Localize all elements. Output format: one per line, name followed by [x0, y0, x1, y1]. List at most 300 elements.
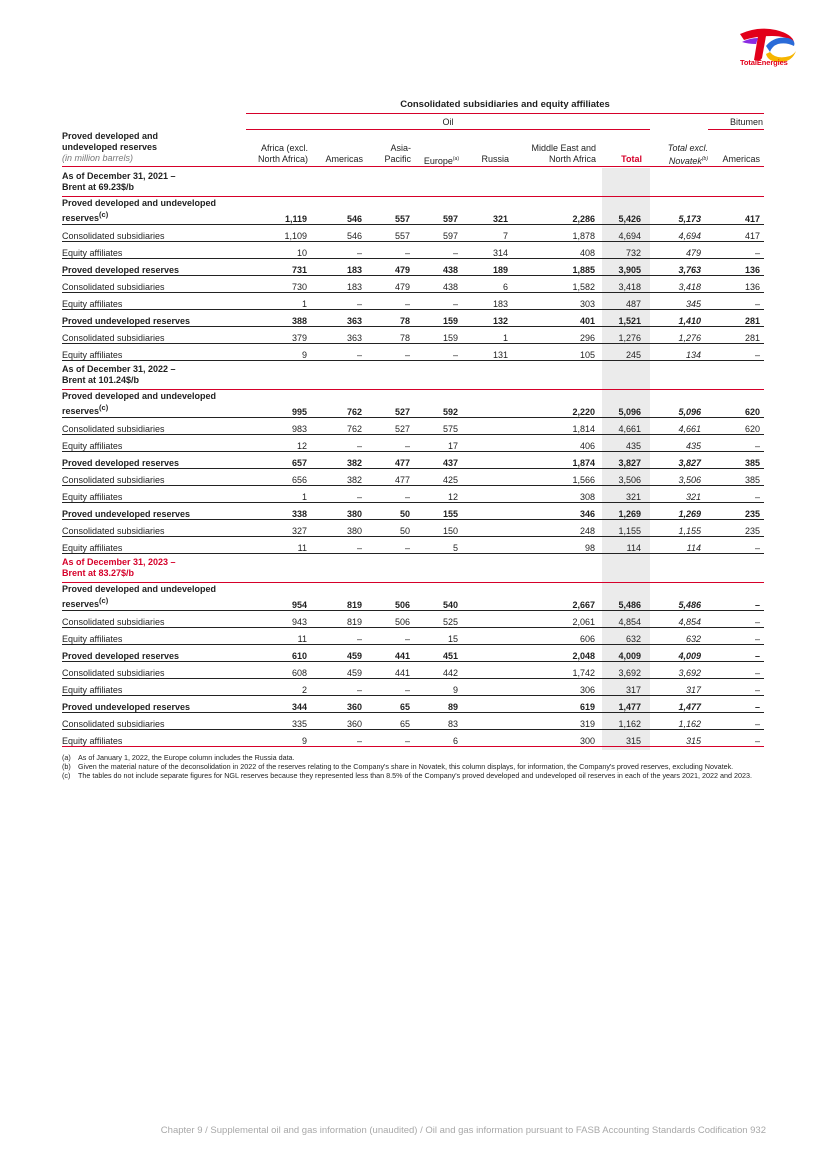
row-header: Proved developed and undeveloped reserves (in million barrels)	[62, 131, 159, 163]
table-cell	[459, 730, 509, 747]
table-cell: 303	[509, 293, 596, 310]
row-label: Consolidated subsidiaries	[62, 611, 248, 628]
row-label: Proved developed reserves	[62, 645, 248, 662]
table-cell: 656	[248, 469, 308, 486]
table-cell: 132	[459, 310, 509, 327]
table-cell: 477	[363, 469, 411, 486]
table-cell: 592	[411, 390, 459, 418]
table-cell: 546	[308, 197, 363, 225]
table-cell: 183	[308, 276, 363, 293]
table-cell: 114	[596, 537, 642, 554]
table-cell: 408	[509, 242, 596, 259]
table-cell: 2,667	[509, 583, 596, 611]
table-cell: 3,418	[642, 276, 702, 293]
table-cell: 1,162	[596, 713, 642, 730]
table-row	[62, 390, 764, 418]
table-cell: 1	[459, 327, 509, 344]
table-cell: 300	[509, 730, 596, 747]
table-cell: 3,763	[642, 259, 702, 276]
table-cell	[459, 696, 509, 713]
table-cell: –	[702, 344, 764, 361]
bitumen-label: Bitumen	[729, 117, 763, 127]
table-cell: 315	[642, 730, 702, 747]
section-header	[62, 554, 764, 583]
table-cell: 4,854	[596, 611, 642, 628]
table-cell: 5,486	[642, 583, 702, 611]
table-cell: 506	[363, 583, 411, 611]
table-cell: 479	[363, 259, 411, 276]
table-row	[62, 611, 764, 628]
table-cell	[459, 469, 509, 486]
table-cell: 380	[308, 520, 363, 537]
table-cell: 487	[596, 293, 642, 310]
table-cell: –	[363, 344, 411, 361]
table-cell: 442	[411, 662, 459, 679]
table-cell: 315	[596, 730, 642, 747]
table-cell: –	[702, 713, 764, 730]
col-total-excl-novatek: Total excl. Novatek$^{(b)}$	[667, 143, 708, 166]
brand-name: TotalEnergies	[740, 58, 788, 67]
table-cell: –	[308, 293, 363, 310]
table-cell: 406	[509, 435, 596, 452]
table-cell: 345	[642, 293, 702, 310]
table-row	[62, 583, 764, 611]
table-cell: 632	[596, 628, 642, 645]
table-cell: 3,905	[596, 259, 642, 276]
table-row	[62, 662, 764, 679]
table-cell: –	[702, 537, 764, 554]
table-cell: 995	[248, 390, 308, 418]
table-cell: 1,410	[642, 310, 702, 327]
row-label: Equity affiliates	[62, 344, 248, 361]
row-label: Consolidated subsidiaries	[62, 713, 248, 730]
table-cell: 385	[702, 452, 764, 469]
oil-divider	[246, 129, 650, 130]
table-cell: 15	[411, 628, 459, 645]
table-cell: 620	[702, 390, 764, 418]
row-label: Proved developed reserves	[62, 259, 248, 276]
table-cell: 9	[411, 679, 459, 696]
group-title: Consolidated subsidiaries and equity affiliates	[400, 99, 610, 110]
table-cell: –	[702, 730, 764, 747]
table-cell	[459, 435, 509, 452]
table-row	[62, 645, 764, 662]
table-cell: 1,885	[509, 259, 596, 276]
table-cell: 183	[459, 293, 509, 310]
table-cell: 1,162	[642, 713, 702, 730]
table-cell: 435	[642, 435, 702, 452]
table-cell: 78	[363, 310, 411, 327]
row-label: Consolidated subsidiaries	[62, 520, 248, 537]
table-cell: 506	[363, 611, 411, 628]
row-label: Equity affiliates	[62, 435, 248, 452]
table-cell: 50	[363, 503, 411, 520]
table-cell	[459, 583, 509, 611]
table-cell	[459, 713, 509, 730]
table-cell: 338	[248, 503, 308, 520]
table-cell: 346	[509, 503, 596, 520]
table-cell: –	[702, 628, 764, 645]
table-cell: –	[363, 242, 411, 259]
table-cell: 189	[459, 259, 509, 276]
footnote-a: (a) As of January 1, 2022, the Europe column includes the Russia data.	[62, 753, 295, 762]
table-cell: 1,477	[596, 696, 642, 713]
table-cell: 1,276	[596, 327, 642, 344]
table-cell: 575	[411, 418, 459, 435]
table-cell	[459, 452, 509, 469]
table-cell	[459, 628, 509, 645]
table-cell: 527	[363, 390, 411, 418]
table-cell: 762	[308, 418, 363, 435]
table-cell: 360	[308, 696, 363, 713]
table-cell: –	[308, 628, 363, 645]
table-top-divider	[62, 166, 764, 167]
table-row	[62, 537, 764, 554]
reserves-table	[62, 168, 764, 747]
table-cell: 5,173	[642, 197, 702, 225]
table-cell: –	[363, 435, 411, 452]
table-cell: 245	[596, 344, 642, 361]
table-cell: 363	[308, 327, 363, 344]
table-cell: 4,694	[642, 225, 702, 242]
table-cell: 619	[509, 696, 596, 713]
footnotes	[62, 753, 764, 780]
table-cell: 4,009	[596, 645, 642, 662]
table-cell: 819	[308, 611, 363, 628]
table-row	[62, 503, 764, 520]
table-cell: 1	[248, 293, 308, 310]
table-cell: 317	[642, 679, 702, 696]
table-cell: 819	[308, 583, 363, 611]
section-header	[62, 361, 764, 390]
table-cell: 7	[459, 225, 509, 242]
table-cell: 557	[363, 225, 411, 242]
table-cell: 557	[363, 197, 411, 225]
table-cell: 1,742	[509, 662, 596, 679]
table-cell: 1,874	[509, 452, 596, 469]
table-cell: 360	[308, 713, 363, 730]
table-cell: 6	[411, 730, 459, 747]
table-cell: 380	[308, 503, 363, 520]
table-cell: –	[363, 486, 411, 503]
table-cell: 114	[642, 537, 702, 554]
table-row	[62, 293, 764, 310]
table-cell: 438	[411, 259, 459, 276]
table-cell: 5,096	[642, 390, 702, 418]
table-cell: 12	[411, 486, 459, 503]
row-label: Consolidated subsidiaries	[62, 327, 248, 344]
section-title: As of December 31, 2023 – Brent at 83.27$/b	[62, 554, 248, 583]
table-cell: 327	[248, 520, 308, 537]
table-cell: 3,827	[642, 452, 702, 469]
table-cell: –	[308, 486, 363, 503]
table-cell: 1,269	[642, 503, 702, 520]
table-cell: 10	[248, 242, 308, 259]
table-cell: 1	[248, 486, 308, 503]
table-cell: 3,827	[596, 452, 642, 469]
table-cell: 335	[248, 713, 308, 730]
row-label: Equity affiliates	[62, 679, 248, 696]
table-row	[62, 225, 764, 242]
table-cell: 527	[363, 418, 411, 435]
table-row	[62, 344, 764, 361]
table-cell: 385	[702, 469, 764, 486]
table-cell: 732	[596, 242, 642, 259]
col-africa: Africa (excl. North Africa)	[257, 143, 308, 164]
table-cell: 382	[308, 452, 363, 469]
table-cell: –	[411, 242, 459, 259]
table-cell: 1,878	[509, 225, 596, 242]
table-cell: –	[363, 293, 411, 310]
footnote-c: (c) The tables do not include separate figures for NGL reserves because they represented less than 8.5% of the Company's proved developed and undeveloped oil reserves in each of the years 2021, 2022 and 2023.	[62, 771, 752, 780]
table-cell	[459, 503, 509, 520]
table-cell: 632	[642, 628, 702, 645]
table-cell	[459, 486, 509, 503]
table-row	[62, 628, 764, 645]
table-cell: 78	[363, 327, 411, 344]
table-cell: 321	[642, 486, 702, 503]
row-label: Proved developed reserves	[62, 452, 248, 469]
table-cell: 159	[411, 310, 459, 327]
section-header	[62, 168, 764, 197]
table-cell: 983	[248, 418, 308, 435]
col-total: Total	[621, 154, 642, 164]
table-cell: 1,119	[248, 197, 308, 225]
table-cell: 441	[363, 645, 411, 662]
table-row	[62, 452, 764, 469]
col-americas: Americas	[325, 154, 363, 164]
table-cell: 183	[308, 259, 363, 276]
table-cell: 540	[411, 583, 459, 611]
table-cell	[459, 520, 509, 537]
table-cell: 417	[702, 225, 764, 242]
col-russia: Russia	[481, 154, 509, 164]
table-cell: 4,694	[596, 225, 642, 242]
table-cell: 425	[411, 469, 459, 486]
table-cell: 5,426	[596, 197, 642, 225]
row-label: Equity affiliates	[62, 628, 248, 645]
table-cell	[459, 662, 509, 679]
table-cell: 379	[248, 327, 308, 344]
table-cell: –	[363, 679, 411, 696]
row-label: Equity affiliates	[62, 537, 248, 554]
section-title: As of December 31, 2021 – Brent at 69.23$/b	[62, 168, 248, 197]
table-cell: 954	[248, 583, 308, 611]
table-row	[62, 242, 764, 259]
table-cell: 441	[363, 662, 411, 679]
bitumen-divider	[708, 129, 764, 130]
table-cell: 308	[509, 486, 596, 503]
table-cell: 134	[642, 344, 702, 361]
section-title: As of December 31, 2022 – Brent at 101.24$/b	[62, 361, 248, 390]
table-row	[62, 418, 764, 435]
table-cell: 50	[363, 520, 411, 537]
table-row	[62, 469, 764, 486]
table-cell: –	[702, 293, 764, 310]
table-cell: 479	[642, 242, 702, 259]
table-row	[62, 197, 764, 225]
row-label: Proved developed and undeveloped reserves$^{(c)}$	[62, 583, 248, 611]
table-cell: 98	[509, 537, 596, 554]
table-cell: 731	[248, 259, 308, 276]
table-cell: 657	[248, 452, 308, 469]
table-cell	[459, 611, 509, 628]
table-cell: 546	[308, 225, 363, 242]
table-cell: 281	[702, 327, 764, 344]
row-label: Equity affiliates	[62, 242, 248, 259]
table-cell: –	[308, 730, 363, 747]
col-europe: Europe$^{(a)}$	[423, 156, 459, 166]
table-cell: 2	[248, 679, 308, 696]
table-cell: 2,286	[509, 197, 596, 225]
row-label: Equity affiliates	[62, 486, 248, 503]
table-cell: 608	[248, 662, 308, 679]
table-cell: 9	[248, 344, 308, 361]
table-cell: –	[308, 679, 363, 696]
table-cell: 730	[248, 276, 308, 293]
table-row	[62, 259, 764, 276]
table-cell: 1,155	[596, 520, 642, 537]
row-label: Consolidated subsidiaries	[62, 276, 248, 293]
oil-label: Oil	[442, 117, 454, 127]
table-cell: 417	[702, 197, 764, 225]
table-cell	[459, 645, 509, 662]
table-cell: 136	[702, 276, 764, 293]
table-cell: 17	[411, 435, 459, 452]
row-label: Proved undeveloped reserves	[62, 696, 248, 713]
row-label: Proved developed and undeveloped reserves$^{(c)}$	[62, 197, 248, 225]
table-cell: 9	[248, 730, 308, 747]
table-cell: 6	[459, 276, 509, 293]
table-cell: 2,061	[509, 611, 596, 628]
col-bitumen-americas: Americas	[722, 154, 760, 164]
table-cell: 344	[248, 696, 308, 713]
table-cell: 235	[702, 503, 764, 520]
table-cell: 597	[411, 197, 459, 225]
table-cell: 4,009	[642, 645, 702, 662]
table-cell: 5,486	[596, 583, 642, 611]
table-row	[62, 730, 764, 747]
table-cell: 388	[248, 310, 308, 327]
table-cell: 65	[363, 713, 411, 730]
table-cell: 5,096	[596, 390, 642, 418]
table-cell: 11	[248, 628, 308, 645]
table-cell: 438	[411, 276, 459, 293]
table-cell: –	[363, 730, 411, 747]
header-divider	[246, 113, 764, 114]
table-cell: 5	[411, 537, 459, 554]
table-cell: 451	[411, 645, 459, 662]
table-cell: 11	[248, 537, 308, 554]
table-cell: 1,276	[642, 327, 702, 344]
row-label: Consolidated subsidiaries	[62, 225, 248, 242]
table-cell: 479	[363, 276, 411, 293]
table-row	[62, 310, 764, 327]
table-cell: 459	[308, 645, 363, 662]
row-label: Proved developed and undeveloped reserves$^{(c)}$	[62, 390, 248, 418]
table-cell: 459	[308, 662, 363, 679]
table-cell: –	[702, 611, 764, 628]
page-footer: Chapter 9 / Supplemental oil and gas information (unaudited) / Oil and gas information pursuant to FASB Accounting Standards Codification 932	[160, 1125, 766, 1136]
table-cell: 1,155	[642, 520, 702, 537]
table-cell: 1,566	[509, 469, 596, 486]
table-cell: 1,582	[509, 276, 596, 293]
table-cell: –	[308, 344, 363, 361]
table-cell: 1,814	[509, 418, 596, 435]
table-cell: 321	[459, 197, 509, 225]
table-cell: 317	[596, 679, 642, 696]
table-cell: 606	[509, 628, 596, 645]
table-cell: –	[702, 662, 764, 679]
table-row	[62, 679, 764, 696]
table-cell	[459, 537, 509, 554]
table-cell: 65	[363, 696, 411, 713]
table-cell: –	[702, 696, 764, 713]
table-cell: –	[308, 435, 363, 452]
table-cell: 12	[248, 435, 308, 452]
table-cell: 4,661	[596, 418, 642, 435]
table-cell: 89	[411, 696, 459, 713]
table-cell: 762	[308, 390, 363, 418]
table-cell: 382	[308, 469, 363, 486]
table-cell: –	[363, 537, 411, 554]
table-cell	[459, 679, 509, 696]
table-cell: 4,854	[642, 611, 702, 628]
table-cell: 525	[411, 611, 459, 628]
table-cell: 477	[363, 452, 411, 469]
col-asia-pacific: Asia- Pacific	[384, 143, 411, 164]
table-cell: 1,521	[596, 310, 642, 327]
row-label: Consolidated subsidiaries	[62, 418, 248, 435]
table-cell: 2,048	[509, 645, 596, 662]
table-cell: –	[411, 293, 459, 310]
table-cell: 597	[411, 225, 459, 242]
table-cell: –	[411, 344, 459, 361]
table-cell: 437	[411, 452, 459, 469]
table-cell: 610	[248, 645, 308, 662]
row-label: Equity affiliates	[62, 730, 248, 747]
table-cell: 3,418	[596, 276, 642, 293]
table-cell: 296	[509, 327, 596, 344]
table-row	[62, 696, 764, 713]
col-mena: Middle East and North Africa	[531, 143, 596, 164]
table-cell: 314	[459, 242, 509, 259]
table-cell: 321	[596, 486, 642, 503]
table-cell: 105	[509, 344, 596, 361]
table-row	[62, 713, 764, 730]
table-cell: –	[702, 679, 764, 696]
row-label: Equity affiliates	[62, 293, 248, 310]
row-label: Consolidated subsidiaries	[62, 469, 248, 486]
table-cell: 1,109	[248, 225, 308, 242]
table-cell: 136	[702, 259, 764, 276]
table-cell: 943	[248, 611, 308, 628]
table-row	[62, 435, 764, 452]
table-cell: 3,506	[596, 469, 642, 486]
table-cell: 319	[509, 713, 596, 730]
table-cell: –	[702, 242, 764, 259]
table-row	[62, 327, 764, 344]
row-label: Proved undeveloped reserves	[62, 503, 248, 520]
table-cell: 155	[411, 503, 459, 520]
table-cell: –	[702, 486, 764, 503]
table-cell: 248	[509, 520, 596, 537]
footnote-b: (b) Given the material nature of the deconsolidation in 2022 of the reserves relating to the Company's share in Novatek, this column displays, for information, the Company's proved reserves, excluding Novatek.	[62, 762, 734, 771]
table-cell	[459, 418, 509, 435]
table-cell: –	[702, 583, 764, 611]
table-row	[62, 520, 764, 537]
table-cell: –	[308, 242, 363, 259]
